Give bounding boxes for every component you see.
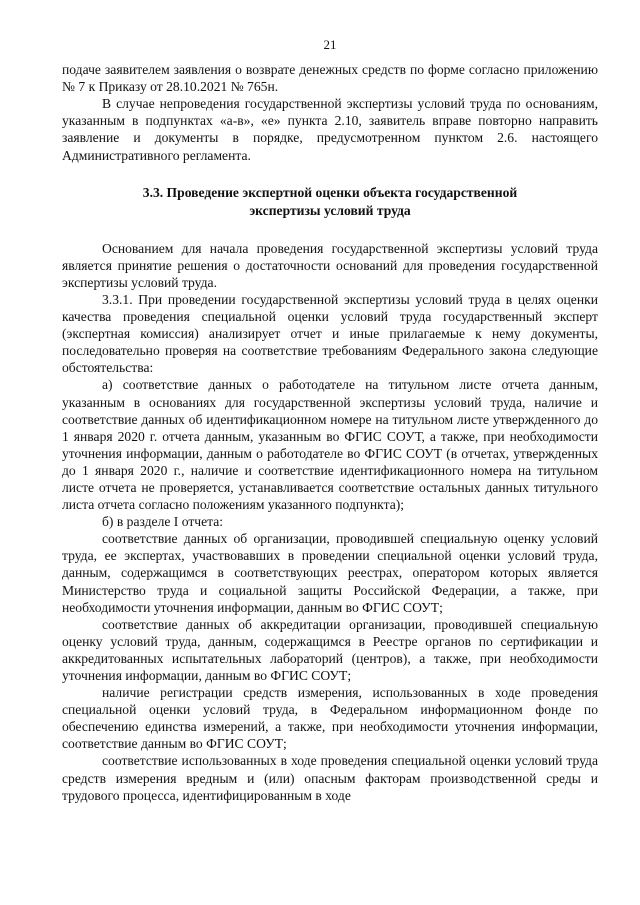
section-heading-line: 3.3. Проведение экспертной оценки объекта государственной <box>142 184 518 200</box>
paragraph-instrument-conformity: соответствие использованных в ходе проведения специальной оценки условий труда средств измерения вредным и (или) опасным факторам производственной среды и трудового процесса, идентифицированным в ходе <box>62 753 598 803</box>
section-heading-3-3 <box>62 184 598 220</box>
paragraph-measuring-instruments: наличие регистрации средств измерения, использованных в ходе проведения специальной оценки условий труда, в Федеральном информационном фонде по обеспечению единства измерений, а также, при необходимости уточнения информации, соответствие данным во ФГИС СОУТ; <box>62 685 598 752</box>
paragraph-organization-data: соответствие данных об организации, проводившей специальную оценку условий труда, ее экспертах, участвовавших в проведении специальной оценки условий труда, данным, содержащимся в соответствующих реестрах, оператором которых является Министерство труда и социальной защиты Российской Федерации, а также, при необходимости уточнения информации, данным во ФГИС СОУТ; <box>62 531 598 615</box>
paragraph-item-a: а) соответствие данных о работодателе на титульном листе отчета данным, указанным в основаниях для государственной экспертизы условий труда, наличие и соответствие данных об идентификационном номере на титульном листе утвержденного до 1 января 2020 г. отчета данным, указанным во ФГИС СОУТ, а также, при необходимости уточнения информации, данным о работодателе во ФГИС СОУТ (в отчетах, утвержденных до 1 января 2020 г., наличие и соответствие идентификационного номера на титульном листе отчета не проверяется, устанавливается соответствие остальных данных титульного листа отчета согласно положениям указанного подпункта); <box>62 377 598 513</box>
paragraph-item-b: б) в разделе I отчета: <box>102 514 224 530</box>
page-number: 21 <box>323 37 337 52</box>
paragraph-refund-application: подаче заявителем заявления о возврате денежных средств по форме согласно приложению № 7 к Приказу от 28.10.2021 № 765н. <box>62 62 598 95</box>
paragraph-accreditation: соответствие данных об аккредитации организации, проводившей специальную оценку условий труда, данным, содержащимся в Реестре органов по сертификации и аккредитованных испытательных лабораторий (центров), а также, при необходимости уточнения информации, данным во ФГИС СОУТ; <box>62 616 598 683</box>
paragraph-3-3-1: 3.3.1. При проведении государственной экспертизы условий труда в целях оценки качества проведения специальной оценки условий труда государственный эксперт (экспертная комиссия) анализирует отчет и иные прилагаемые к нему документы, последовательно проверяя на соответствие требованиям Федерального закона следующие обстоятельства: <box>62 291 598 376</box>
paragraph-grounds: Основанием для начала проведения государственной экспертизы условий труда является принятие решения о достаточности оснований для проведения государственной экспертизы условий труда. <box>62 240 598 290</box>
paragraph-repeat-application: В случае непроведения государственной экспертизы условий труда по основаниям, указанным в подпунктах «а-в», «е» пункта 2.10, заявитель вправе повторно направить заявление и документы в порядке, предусмотренном пунктом 2.6. настоящего Административного регламента. <box>62 96 598 163</box>
document-page <box>62 36 598 804</box>
section-heading-line: экспертизы условий труда <box>249 202 411 218</box>
